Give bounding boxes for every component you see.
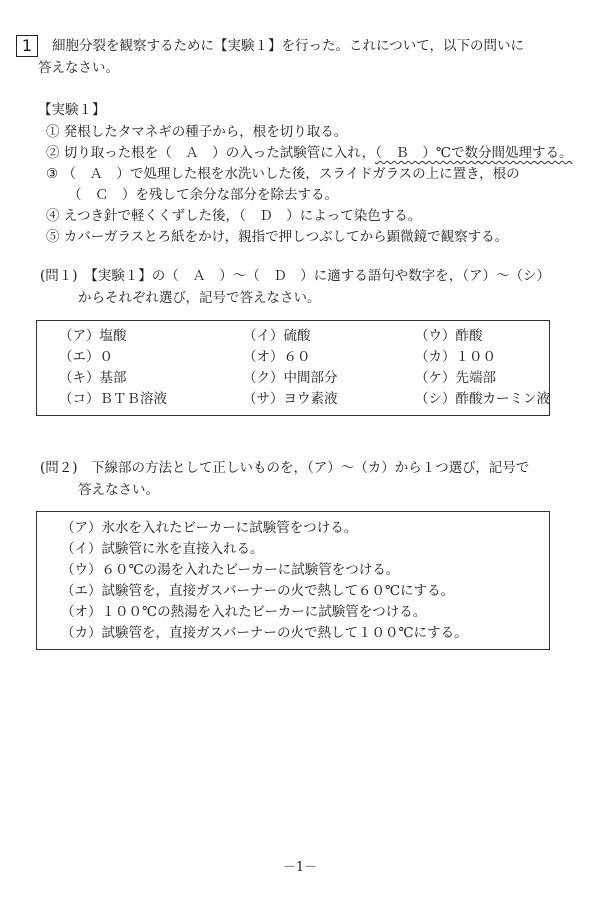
q1-choice: （カ）１００	[415, 349, 496, 365]
q2-option: （イ）試験管に氷を直接入れる。	[61, 541, 264, 557]
experiment-step-1: ① 発根したタマネギの種子から，根を切り取る。	[46, 124, 348, 140]
q1-choice: （ア）塩酸	[59, 328, 127, 344]
experiment-title: 【実験１】	[38, 102, 106, 118]
q1-choice: （エ）０	[59, 349, 113, 365]
experiment-step-3: ③ （ Ａ ）で処理した根を水洗いした後，スライドガラスの上に置き，根の	[46, 166, 520, 182]
q2-option: （ア）氷水を入れたビーカーに試験管をつける。	[61, 520, 358, 536]
q1-prompt-line1: (問１) 【実験１】の（ Ａ ）～（ Ｄ ）に適する語句や数字を，（ア）～（シ）	[40, 268, 551, 284]
q1-choices-box	[36, 320, 550, 416]
q1-choice: （コ）ＢＴＢ溶液	[59, 391, 167, 407]
question-intro-line1: 細胞分裂を観察するために【実験１】を行った。これについて，以下の問いに	[52, 38, 524, 54]
q2-prompt-line2: 答えなさい。	[78, 482, 159, 498]
q1-choices-grid	[59, 328, 549, 412]
question-intro-line2: 答えなさい。	[38, 60, 119, 76]
q1-choice: （ケ）先端部	[415, 370, 496, 386]
q2-option: （オ）１００℃の熱湯を入れたビーカーに試験管をつける。	[61, 604, 427, 620]
q1-choice: （サ）ヨウ素液	[243, 391, 338, 407]
q2-options-list	[61, 520, 468, 646]
q2-option: （エ）試験管を，直接ガスバーナーの火で熱して６０℃にする。	[61, 583, 455, 599]
q1-choice: （オ）６０	[243, 349, 311, 365]
experiment-step-5: ⑤ カバーガラスとろ紙をかけ，親指で押しつぶしてから顕微鏡で観察する。	[46, 229, 509, 245]
q2-option: （ウ）６０℃の湯を入れたビーカーに試験管をつける。	[61, 562, 400, 578]
question-number: 1	[16, 35, 38, 57]
q2-prompt-line1: (問２) 下線部の方法として正しいものを，（ア）～（カ）から１つ選び，記号で	[40, 460, 530, 476]
underlined-method: （ Ｂ ）℃で数分間処理する。	[375, 145, 573, 161]
experiment-step-2-text: ② 切り取った根を（ Ａ ）の入った試験管に入れ，	[46, 145, 376, 161]
experiment-step-3-continued: （ Ｃ ）を残して余分な部分を除去する。	[68, 187, 338, 203]
q2-option: （カ）試験管を，直接ガスバーナーの火で熱して１００℃にする。	[61, 625, 468, 641]
experiment-step-2	[46, 145, 586, 166]
experiment-step-4: ④ えつき針で軽くくずした後，（ Ｄ ）によって染色する。	[46, 208, 422, 224]
q1-prompt-line2: からそれぞれ選び，記号で答えなさい。	[78, 290, 321, 306]
experiment-steps	[46, 124, 586, 250]
q1-choice: （イ）硫酸	[243, 328, 311, 344]
q1-choice: （キ）基部	[59, 370, 127, 386]
q2-options-box	[36, 511, 550, 650]
page-number: －1－	[282, 860, 318, 875]
q1-choice: （ウ）酢酸	[415, 328, 483, 344]
q1-choice: （ク）中間部分	[243, 370, 338, 386]
q1-choice: （シ）酢酸カーミン液	[415, 391, 550, 407]
